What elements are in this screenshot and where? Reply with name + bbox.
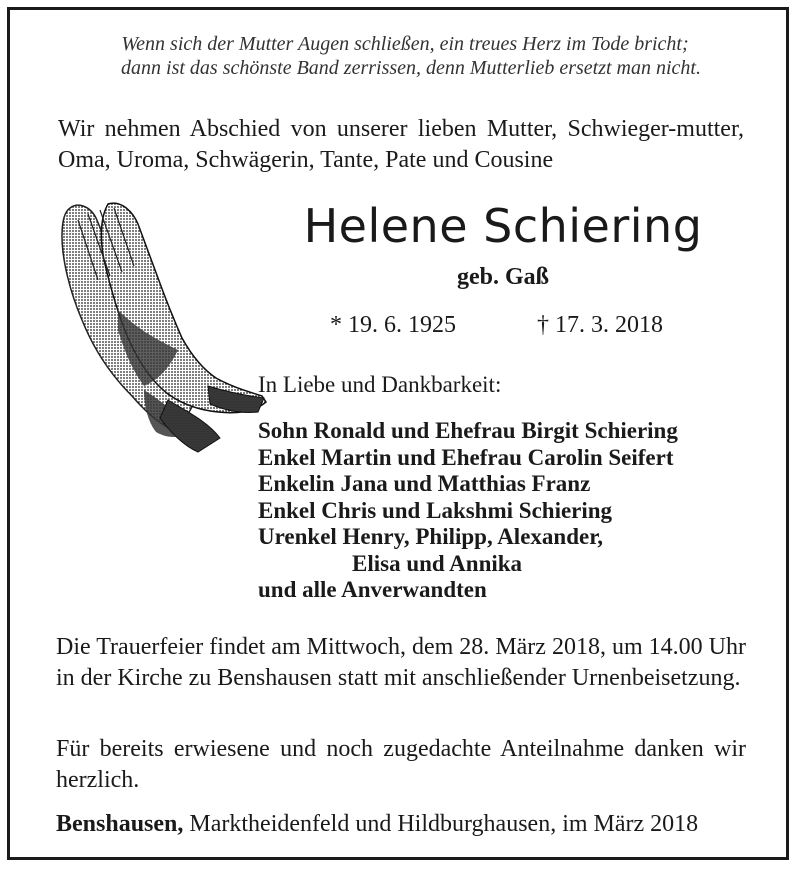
closing-line bbox=[56, 811, 698, 838]
thanks-text: Für bereits erwiesene und noch zugedachte Anteilnahme danken wir herzlich. bbox=[56, 736, 746, 793]
maiden-name: geb. Gaß bbox=[456, 264, 549, 290]
closing-place: Benshausen, bbox=[56, 811, 184, 837]
mourner-line: Enkel Martin und Ehefrau Carolin Seifert bbox=[258, 444, 674, 470]
mourner-line: und alle Anverwandten bbox=[258, 577, 487, 602]
poem-line-1: Wenn sich der Mutter Augen schließen, ein treues Herz im Tode bricht; bbox=[121, 33, 689, 55]
deceased-name: Helene Schiering bbox=[303, 199, 703, 253]
gratitude-line: In Liebe und Dankbarkeit: bbox=[258, 372, 502, 397]
closing-rest: Marktheidenfeld und Hildburghausen, im März 2018 bbox=[183, 811, 699, 837]
poem bbox=[0, 32, 800, 80]
mourner-line: Enkel Chris und Lakshmi Schiering bbox=[258, 497, 613, 523]
mourner-line: Enkelin Jana und Matthias Franz bbox=[258, 471, 591, 496]
death-date: † 17. 3. 2018 bbox=[537, 312, 663, 338]
intro-text: Wir nehmen Abschied von unserer lieben Mutter, Schwieger-mutter, Oma, Uroma, Schwägerin, Tante, Pate und Cousine bbox=[58, 116, 744, 173]
mourner-line: Urenkel Henry, Philipp, Alexander, bbox=[258, 524, 604, 549]
mourner-line: Sohn Ronald und Ehefrau Birgit Schiering bbox=[258, 418, 678, 443]
mourners-list bbox=[258, 418, 678, 604]
poem-line-2: dann ist das schönste Band zerrissen, denn Mutterlieb ersetzt man nicht. bbox=[121, 57, 701, 79]
funeral-notice: Die Trauerfeier findet am Mittwoch, dem 28. März 2018, um 14.00 Uhr in der Kirche zu Benshausen statt mit anschließender Urnenbeisetzung. bbox=[56, 634, 746, 691]
mourner-line: Elisa und Annika bbox=[352, 550, 523, 576]
birth-date: * 19. 6. 1925 bbox=[330, 312, 456, 338]
praying-hands-icon bbox=[48, 200, 270, 455]
